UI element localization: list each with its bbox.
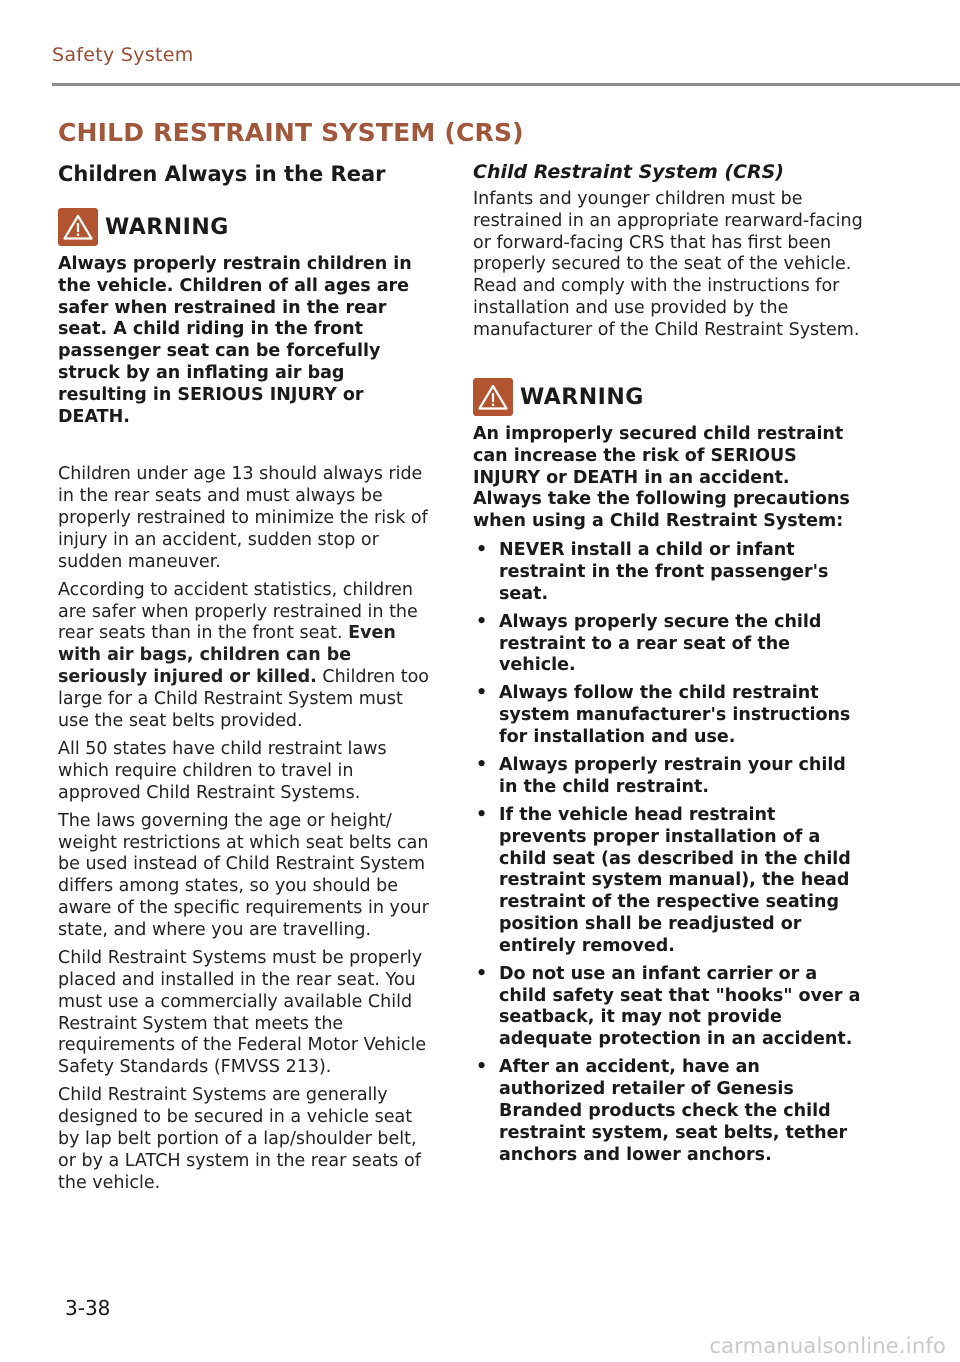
list-item: • If the vehicle head restraint prevents proper installation of a child seat (as described in the child restraint system manual), the head restraint of the respective seating position shall be readjusted or entirely removed. bbox=[476, 805, 851, 956]
stats-text-part1: According to accident statistics, children are safer when properly restrained in the rear seats than in the front seat. bbox=[58, 579, 418, 644]
paragraph-accident-statistics bbox=[58, 580, 438, 733]
crs-intro-paragraph: Infants and younger children must be restrained in an appropriate rearward-facing or forward-facing CRS that has first been properly secured to the seat of the vehicle. Read and comply with the instructions for installation and use provided by the manufacturer of the Child Restraint System. bbox=[473, 189, 863, 340]
warning-triangle-icon bbox=[58, 208, 98, 246]
warning-label: WARNING bbox=[105, 214, 229, 240]
watermark-text: carmanualsonline.info bbox=[709, 1334, 946, 1358]
right-column bbox=[473, 160, 863, 1173]
list-item: • Always follow the child restraint system manufacturer's instructions for installation and use. bbox=[476, 683, 851, 748]
paragraph-height-weight: The laws governing the age or height/ weight restrictions at which seat belts can be used instead of Child Restraint System differs among states, so you should be aware of the specific requirements in your state, and where you are travelling. bbox=[58, 810, 429, 940]
right-warning-block bbox=[473, 378, 863, 1166]
running-header: Safety System bbox=[52, 44, 194, 66]
right-warning-header bbox=[473, 378, 863, 416]
section-title: CHILD RESTRAINT SYSTEM (CRS) bbox=[58, 118, 524, 147]
left-heading: Children Always in the Rear bbox=[58, 162, 386, 186]
page-number: 3-38 bbox=[65, 1296, 111, 1320]
list-item: • Always properly secure the child restraint to a rear seat of the vehicle. bbox=[476, 611, 822, 676]
paragraph-under-13: Children under age 13 should always ride in the rear seats and must always be properly restrained to minimize the risk of injury in an accident, sudden stop or sudden maneuver. bbox=[58, 464, 428, 572]
paragraph-latch: Child Restraint Systems are generally designed to be secured in a vehicle seat by lap belt portion of a lap/shoulder belt, or by a LATCH system in the rear seats of the vehicle. bbox=[58, 1085, 421, 1193]
list-item: • After an accident, have an authorized retailer of Genesis Branded products check the child restraint system, seat belts, tether anchors and lower anchors. bbox=[476, 1057, 848, 1165]
list-item: • NEVER install a child or infant restraint in the front passenger's seat. bbox=[476, 540, 829, 604]
left-warning-header bbox=[58, 208, 438, 246]
list-item: • Always properly restrain your child in the child restraint. bbox=[476, 755, 846, 797]
left-warning-block bbox=[58, 208, 438, 428]
stats-text-bold: Even with air bags, children can be seriously injured or killed. bbox=[58, 623, 396, 688]
left-warning-text: Always properly restrain children in the vehicle. Children of all ages are safer when restrained in the rear seat. A child riding in the front passenger seat can be forcefully struck by an inflating air bag resulting in SERIOUS INJURY or DEATH. bbox=[58, 254, 412, 427]
precautions-list bbox=[473, 540, 863, 1166]
right-heading: Child Restraint System (CRS) bbox=[473, 161, 784, 183]
paragraph-fmvss: Child Restraint Systems must be properly placed and installed in the rear seat. You must use a commercially available Child Restraint System that meets the requirements of the Federal Motor Vehicle Safety Standards (FMVSS 213). bbox=[58, 948, 427, 1078]
warning-label: WARNING bbox=[520, 384, 644, 410]
left-column bbox=[58, 160, 438, 1201]
header-divider bbox=[52, 83, 960, 86]
paragraph-state-laws: All 50 states have child restraint laws which require children to travel in approved Child Restraint Systems. bbox=[58, 738, 387, 803]
stats-text-part2: Children too large for a Child Restraint System must use the seat belts provided. bbox=[58, 667, 429, 731]
warning-triangle-icon bbox=[473, 378, 513, 416]
list-item: • Do not use an infant carrier or a child safety seat that "hooks" over a seatback, it may not provide adequate protection in an accident. bbox=[476, 963, 861, 1050]
right-warning-text: An improperly secured child restraint can increase the risk of SERIOUS INJURY or DEATH in an accident. Always take the following precautions when using a Child Restraint System: bbox=[473, 424, 850, 532]
